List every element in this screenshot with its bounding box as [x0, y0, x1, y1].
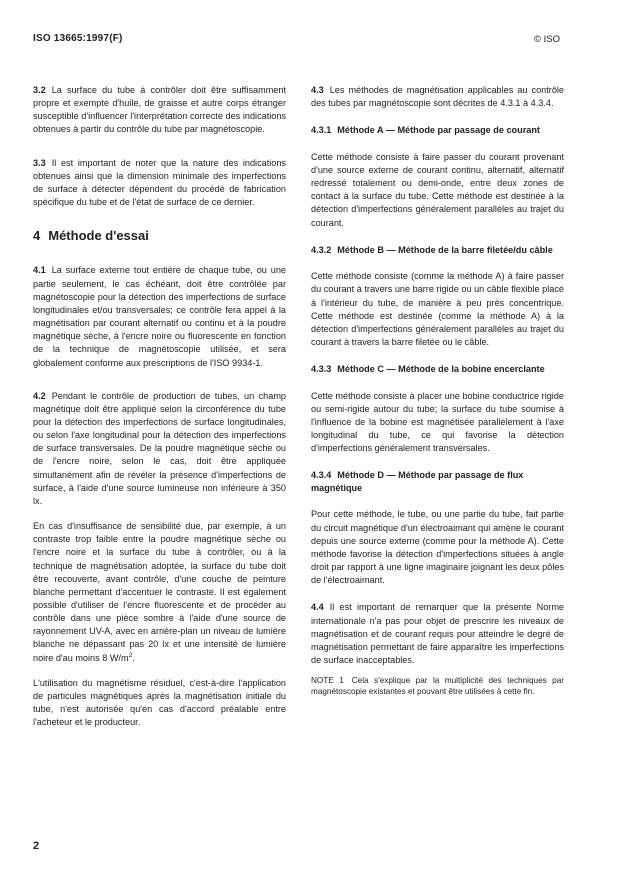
subheading-4-3-3 — [311, 363, 564, 376]
paragraph-4-3-2 — [311, 270, 564, 349]
clause-text: La surface externe tout entière de chaque tube, ou une partie seulement, le cas échéant, doit être contrôlée par magnétoscopie pour la détection des imperfections de surface longitudinales et/ou transversales; ce contrôle fera appel à la magnétisation par courant alternatif ou continu et à la poudre magnétique sèche, à l'encre noire ou fluorescente en fonction de la technique de magnétoscopie utilisée, et sera globalement conforme aux prescriptions de l'ISO 9934-1. — [33, 265, 286, 368]
paragraph-4-2-residual — [33, 677, 286, 730]
paragraph-4-3 — [311, 84, 564, 110]
subclause-title: Méthode A — Méthode par passage de courant — [337, 125, 540, 136]
clause-text: Il est important de remarquer que la présente Norme internationale n'a pas pour objet de prescrire les niveaux de magnétisation et de courant requis pour atteindre le degré de magnétisation permettant de faire apparaître les imperfections de surface inacceptables. — [311, 602, 564, 666]
subheading-4-3-2 — [311, 244, 564, 257]
subclause-number: 4.3.1 — [311, 125, 332, 136]
note-1 — [311, 675, 564, 697]
page-number: 2 — [33, 840, 40, 852]
clause-text: Pour cette méthode, le tube, ou une partie du tube, fait partie du circuit magnétique d'un électroaimant qui amène le courant depuis une source externe (comme pour la méthode A). Cette méthode favorise la détection d'imperfections situées à angle droit par rapport à une ligne imaginaire joignant les deux pôles de l'électroaimant. — [311, 509, 564, 586]
clause-text: Pendant le contrôle de production de tubes, un champ magnétique doit être appliqué selon la circonférence du tube pour la détection des imperfections de surface longitudinales, ou selon l'axe longitudinal pour la détection des imperfections de surface transversales. De la poudre magnétique sèche ou de l'encre noire, selon le cas, doit être appliquée simultanément afin de révéler la présence d'imperfections de surface, à l'aide d'une source lumineuse non inférieure à 350 lx. — [33, 390, 286, 506]
clause-number: 4.2 — [33, 390, 46, 401]
clause-number: 4.1 — [33, 265, 46, 276]
right-column — [311, 84, 564, 697]
sentence-end: . — [132, 652, 135, 663]
clause-text: Les méthodes de magnétisation applicables au contrôle des tubes par magnétoscopie sont décrites de 4.3.1 à 4.3.4. — [311, 85, 564, 109]
section-heading-4 — [33, 229, 286, 242]
paragraph-3-3 — [33, 157, 286, 210]
clause-text: L'utilisation du magnétisme résiduel, c'est-à-dire l'application de particules magnétiques après la magnétisation initiale du tube, n'est autorisée qu'en cas d'accord préalable entre l'acheteur et le producteur. — [33, 677, 286, 728]
subclause-title: Méthode B — Méthode de la barre filetée/du câble — [337, 244, 553, 255]
paragraph-4-4 — [311, 601, 564, 667]
section-title: Méthode d'essai — [48, 228, 149, 244]
paragraph-4-3-4 — [311, 508, 564, 587]
paragraph-4-2 — [33, 390, 286, 508]
clause-text: La surface du tube à contrôler doit être suffisamment propre et exempte d'huile, de graisse et autre corps étranger susceptible d'influencer l'interprétation correcte des indications obtenues à partir du contrôle du tube par magnétoscopie. — [33, 85, 286, 135]
paragraph-4-3-1 — [311, 151, 564, 230]
subclause-title: Méthode C — Méthode de la bobine encerclante — [337, 364, 545, 375]
clause-number: 3.3 — [33, 157, 46, 168]
note-text: Cela s'explique par la multiplicité des techniques par magnétoscopie existantes et pouvant être utilisées à cette fin. — [311, 676, 565, 697]
clause-text: En cas d'insuffisance de sensibilité due, par exemple, à un contraste trop faible entre la poudre magnétique sèche ou l'encre noire et la surface du tube à contrôler, ou à la technique de magnétisation adoptée, la surface du tube doit être recouverte, avant contrôle, d'une couche de peinture blanche permettant d'accentuer le contraste. Il est également possible d'utiliser de l'encre fluorescente et de procéder au contrôle dans une pièce sombre à l'aide d'une source de rayonnement UV-A, avec en arrière-plan un niveau de lumière blanche ne dépassant pas 20 lx et une intensité de lumière noire d'au moins 8 W/m — [33, 521, 286, 663]
subclause-number: 4.3.3 — [311, 364, 332, 375]
clause-text: Cette méthode consiste (comme la méthode A) à faire passer du courant à travers une barre rigide ou un câble flexible placé à l'intérieur du tube, de manière à peu près concentrique. Cette méthode est destinée (comme la méthode A) à la détection d'imperfections généralement parallèles au trajet du courant à travers la barre filetée ou le câble. — [311, 271, 564, 348]
paragraph-3-2 — [33, 84, 286, 137]
paragraph-4-3-3 — [311, 390, 564, 456]
subheading-4-3-1 — [311, 124, 564, 137]
paragraph-4-2-continued — [33, 520, 286, 665]
document-id: ISO 13665:1997(F) — [33, 33, 123, 44]
left-column — [33, 84, 286, 749]
subclause-number: 4.3.4 — [311, 470, 332, 481]
clause-number: 4.3 — [311, 85, 324, 95]
paragraph-4-1 — [33, 264, 286, 369]
clause-text: Il est important de noter que la nature des indications obtenues ainsi que la dimension minimale des imperfections de surface à détecter dépendent du procédé de fabrication spécifique du tube et de l'état de surface de ce dernier. — [33, 157, 286, 208]
superscript: 2 — [128, 651, 133, 659]
copyright-mark: © ISO — [533, 34, 560, 45]
note-label: NOTE 1 — [311, 676, 344, 686]
clause-number: 4.4 — [311, 602, 324, 613]
section-number: 4 — [33, 228, 41, 244]
clause-number: 3.2 — [33, 85, 46, 95]
subclause-number: 4.3.2 — [311, 244, 332, 255]
clause-text: Cette méthode consiste à faire passer du courant provenant d'une source externe de courant continu, alternatif, alternatif redressé totalement ou demi-onde, entre deux zones de contact à la surface du tube. Cette méthode est destinée à la détection d'imperfections généralement parallèles au trajet du courant. — [311, 151, 564, 228]
clause-text: Cette méthode consiste à placer une bobine conductrice rigide ou semi-rigide autour du tube; la surface du tube soumise à l'influence de la bobine est magnétisée parallèlement à l'axe longitudinal du tube, ce qui favorise la détection d'imperfections généralement transversales. — [311, 390, 564, 454]
subheading-4-3-4 — [311, 469, 564, 494]
subclause-title: Méthode D — Méthode par passage de flux magnétique — [311, 470, 524, 493]
